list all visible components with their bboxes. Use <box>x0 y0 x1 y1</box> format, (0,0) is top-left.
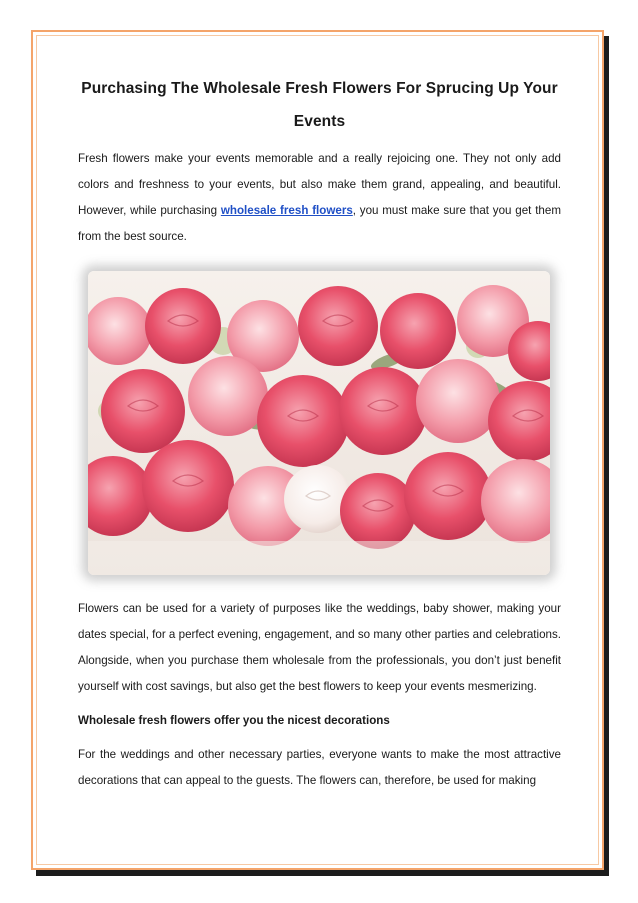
purposes-paragraph: Flowers can be used for a variety of purposes like the weddings, baby shower, making your dates special, for a perfect evening, engagement, and so many other parties and celebrations. Alongside, when you purchase them wholesale from the professionals, you don’t just benefit yourself with cost savings, but also get the best flowers to keep your events mesmerizing. <box>78 602 561 693</box>
page-title: Purchasing The Wholesale Fresh Flowers For Sprucing Up Your Events <box>81 80 558 130</box>
decorations-paragraph: For the weddings and other necessary parties, everyone wants to make the most attractive decorations that can appeal to the guests. The flowers can, therefore, be used for making <box>78 748 561 787</box>
intro-text-after: , you must make sure that you get them from the best source. <box>78 204 561 243</box>
flower-image-frame <box>84 267 554 579</box>
intro-paragraph <box>78 146 561 250</box>
section-subheading: Wholesale fresh flowers offer you the nicest decorations <box>78 714 390 727</box>
wholesale-fresh-flowers-link[interactable]: wholesale fresh flowers <box>220 204 353 217</box>
flower-photo <box>88 271 550 575</box>
peony-bouquet-illustration <box>88 271 550 575</box>
intro-text-before: Fresh flowers make your events memorable and a really rejoicing one. They not only add colors and freshness to your events, but also make them grand, appealing, and beautiful. However, while purchasing <box>78 152 561 217</box>
document-content <box>78 72 561 794</box>
